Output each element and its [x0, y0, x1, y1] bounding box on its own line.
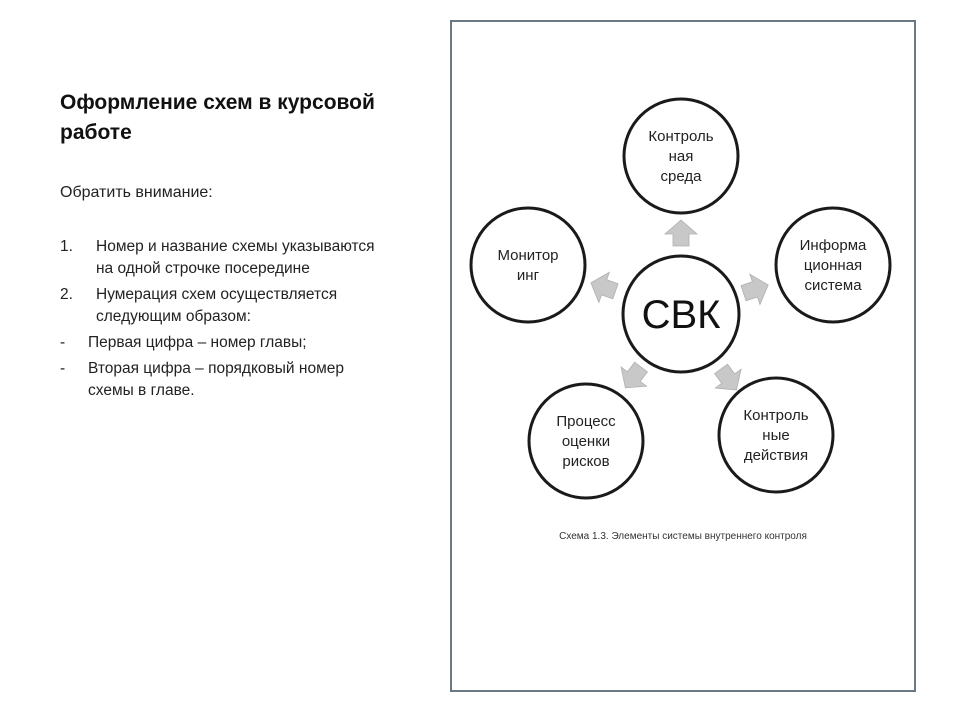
- list-item-text: Номер и название схемы указываются на одной строчке посередине: [96, 238, 375, 277]
- slide-title: Оформление схем в курсовой работе: [60, 91, 375, 144]
- node-label: действия: [743, 447, 809, 464]
- node-label: ные: [762, 427, 790, 444]
- node-label: Контроль: [648, 128, 714, 145]
- node-label: ная: [668, 148, 694, 165]
- slide-subtitle: Обратить внимание:: [60, 184, 213, 201]
- node-label: оценки: [561, 433, 611, 450]
- list-marker: -: [60, 334, 66, 351]
- arrow-icon: [738, 270, 773, 309]
- center-label: СВК: [641, 293, 721, 337]
- node-label: рисков: [562, 453, 610, 470]
- node-label: инг: [516, 267, 540, 284]
- list-item-text: Первая цифра – номер главы;: [88, 334, 307, 351]
- list-item-text: Нумерация схем осуществляется следующим образом:: [96, 286, 338, 325]
- diagram-caption: Схема 1.3. Элементы системы внутреннего контроля: [559, 531, 807, 542]
- list-marker: 1.: [60, 238, 73, 255]
- list-marker: -: [60, 360, 66, 377]
- node-label: Информа: [799, 237, 867, 254]
- node-label: Контроль: [743, 407, 809, 424]
- node-label: Монитор: [497, 247, 559, 264]
- node-label: ционная: [803, 257, 863, 274]
- node-label: Процесс: [556, 413, 616, 430]
- arrow-icon: [613, 357, 654, 397]
- node-label: среда: [660, 168, 702, 185]
- arrow-icon: [665, 220, 697, 246]
- node-circle: [471, 208, 585, 322]
- list-marker: 2.: [60, 286, 73, 303]
- node-label: система: [804, 277, 862, 294]
- list-item-text: Вторая цифра – порядковый номер схемы в главе.: [88, 360, 344, 399]
- arrow-icon: [586, 268, 621, 307]
